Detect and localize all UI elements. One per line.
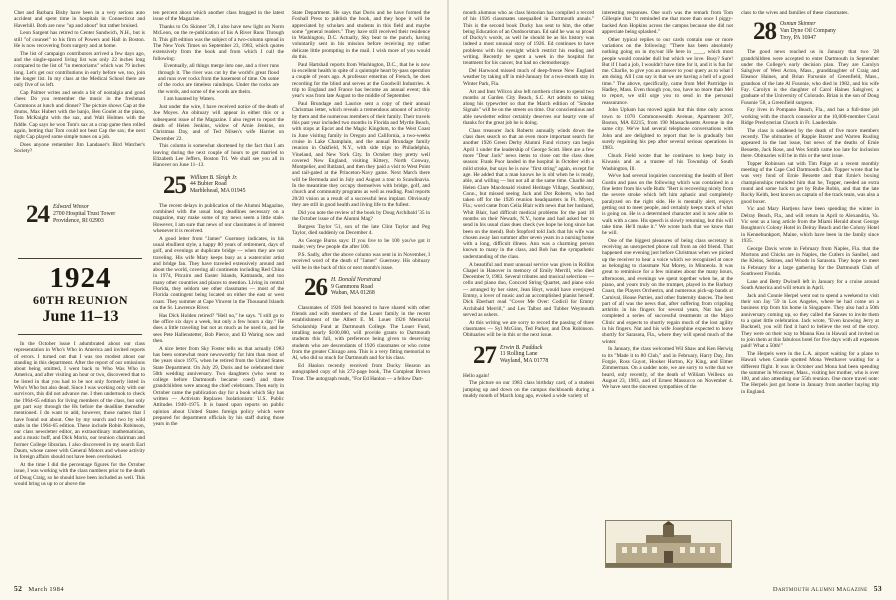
paragraph: In January, the class welcomed Wil Shaw and Ken Herwig to its "Made it to 80 Club," and in February, Harry Day, Jim Forgie, Ross Guyot, Hooker Horton, Ky King, and Elmer Zimmerman. On a sadder note, we are sorry to write that we heard, only recently, of the death of William Veilleux on August 23, 1983, and of Ernest Massucco on November 4. We have sent the sincerest sympathies of the [602,346,733,391]
paragraph: Hello again! [463,372,490,379]
paragraph: State Department. He says that Doris and he have formed the Foxhall Press to publish the book, and they hope it will be appreciated by scholars and students in this field and maybe some "general readers." They have still received their residence in Washington, D.C. Actually, Sky beat to the punch, having voluntarily sent in his mission before receiving my rather delicate little prompting in the mail. I wish more of you would do this. [292,10,430,61]
class-number: 26 [304,273,327,301]
paragraph: Chuck Field wrote that he continues to keep busy in Kiwanis and as a trustee of his Township of South Washington, Ill. [602,153,733,172]
class-header-1925 [163,171,284,199]
quote: I am haunted by Waters. [164,96,216,103]
paragraph: Did you note the review of the book by Doug Archibald '35 in the October issue of the Alumni Mag? [292,209,430,222]
paragraph: The class is saddened by the death of five more members recently. The obituaries of Rappie Baxter and Warren Rusling appeared in the last issue, but news of the deaths of Ernie Bessette, Jack Rose, and Wes Smith came too late for inclusion there. Obituaries will be in this or the next issue. [741,127,879,160]
paragraph: Classmates of 1926 feel honored to have shared with other friends and with members of the Louer family in the recent establishment of the Albert E. M. Louer 1926 Memorial Scholarship Fund at Dartmouth College. The Louer Fund, totalling nearly $100,000, will provide grants to Dartmouth students this fall, with preference being given to deserving students who are descendants of 1926 classmates or who come from the greater Chicago area. This is a very fitting memorial to Al, who did so much for Dartmouth and for his class. [292,304,430,362]
class-number: 28 [753,18,776,46]
left-page [0,0,447,600]
left-column-1-lower [14,341,145,489]
right-column-3 [741,10,879,397]
class-number: 24 [26,201,49,228]
paragraph: A beautiful and most unusual service was given in Rollins Chapel in Hanover in memory of Emily Merrill, who died December 9, 1983. Several tributes and musical selections — cello and piano duo, Concord String Quartet, and piano solo — arranged by her sister, Jean Hoyt, would have overjoyed Emmy, a lover of music and an accomplished pianist herself. Dick Eberhart read "Cover Me Over: Codicil for Emmy Archibald Merrill," and Les Talbot and Tubber Weymouth served as ushers. [463,261,594,318]
paragraph: The good news reached us in January that two '28 grandchildren were accepted to enter Dartmouth in September under the College's early decision plan. They are Carolyn Salsgiver of West Acton, Mass., granddaughter of Craig and Eleanor Haines, and Brian Fursonie of Greenfield, Mass., grandson of the late Al Fusonie, who died in 1982, and his wife Fay. Carolyn is the daughter of Carol Haines Salsgiver, a graduate of the University of Colorado. Brian is the son of Doug Fusonie '58, a Greenfield surgeon. [741,49,879,106]
paragraph: This column is somewhat shortened by the fact that I am leaving during the next couple of hours to get married to Elizabeth Lee Jeffers, Boston Tri. We shall see you all in Hanover on June 11–13. [153,143,284,169]
paragraph: As George Burns says: If you live to be 100 you've got it made; very few people die after 100. [292,237,430,251]
class-header-1928 [753,18,879,46]
page-number: 52 [14,584,23,593]
paragraph: Paul Brundage and Laurice sent a copy of their annual Christmas letter, which reveals a tremendous amount of activity by them and the numerous members of their family. Their travels this past year included two months in Florida and Myrtle Beach, with stops at Epcot and the Magic Kingdom, to the West Coast in June visiting family in Oregon and California, a two-weeks cruise in Lake Champlain, and the annual Brundage family reunion in Oakfield, N.Y., with side trips to Philadelphia, Vineland, and New York City. In October they pretty well covered New England, visiting Kittery, North Conway, Montpelier, and Rutland, and then they paid a visit to West Point and tail-gated at the Princeton-Navy game. Next March there will be Bermuda and in July and August a tour to Scandinavia. In the meantime they occupy themselves with bridge, golf, and church and community programs as well as reading. Paul reports 20/20 vision as a result of a successful lens implant. Obviously they are still in good health and living life to the fullest. [292,101,430,208]
paragraph: A good letter from "Jamer" Guernsey indicates, in his usual ebullient style, a happy 80 years of retirement, days of golf, and evenings at duplicate bridge — when they are not traveling. His wife Mary keeps busy as a watercolor artist and bridge fan. They have traveled extensively around and about the world, covering all continents including Red China in 1974, Pitcairn and Easter Islands, Katmandu, and too many other countries and places to mention. Living in central Florida, they seldom see other classmates — most of the Florida contingent being located on either the east or west coast. They summer at Cape Vincent in the Thousand Islands on the St. Lawrence River. [153,235,284,311]
paragraph: Other typical replies to our cards contain one or more variations on the following: "There has been absolutely nothing going on in my/our life here in ____, which most people would consider dull but which we love. Busy? Sure! But if I had a job, I wouldn't have time for it, and it is fun for me. Charlie, to give you an answer to your query as to what I am doing. All I can say is that we are having a hell of a good time." The above, specifically, came from Mel Partridge in Hadley, Mass. Even though you, too, have no more than Mel to report, we still urge you to send in the personal reassurance. [602,36,733,106]
class-header-1927 [473,341,594,369]
secretary-address-line2: Troy, PA 16947 [780,34,817,41]
secretary-name: Erwin B. Padduck [500,344,543,351]
secretary-address-line1: 11 Rolling Lane [500,351,538,358]
secretary-address-line2: Wayland, MA 01778 [500,358,549,365]
class-number: 25 [163,171,186,199]
secretary-address-line1: 9 Gammons Road [331,283,373,290]
paragraph: Topper Robinson sat with Tim Paige at a recent monthly meeting of the Cape Cod Dartmouth Club. Topper wrote that he was very fond of Ernie Bessette and that Ernie's boxing championships reminded him that he, Topper, needed an extra round and some luck to get by Rube Robin, and that the late Rocky Keith, best known as captain of the track team, was also a good boxer. [741,160,879,205]
paragraph: Del Harwood missed much of deep-freeze New England weather by taking off in mid-January for a two-month stay in Winter Park, Fla. [463,68,594,87]
paragraph: Jack and Connie Herpel went out to spend a weekend to visit their son Jay '59 in Los Angeles, where he had come on a business trip from his home in Singapore. They also had a 50th anniversary coming up, so they called the Sanses to invite them to a quiet little celebration. Jack wrote, "Even knowing Jerry at Bucknell, you will find it hard to believe the rest of the story. They were on their way to Mauna Kea in Hawaii and invited us to join them at this fabulous hotel for five days with all expenses paid! What a 50th!" [741,292,879,350]
campus-building-illustration [605,520,732,568]
paragraph: The recent delays in publication of the Alumni Magazine, combined with the usual long deadlines necessary on a magazine, may make some of my news seem a little stale. However, I am sure that news of our classmates is of interest whenever it is received. [153,202,284,234]
paragraph: A nice letter from Sky Foster tells us that actually 1983 has been somewhat more newsworthy for him than most of the years since 1975, when he retired from the United States State Department. On July 29, Doris and he celebrated their 50th wedding anniversary. Two daughters (who went to college before Dartmouth became coed) and three grandchildren were among the chief celebrants. Then early in October came the publication day for a book which Sky has written — Activism Replaces Isolationism: U.S. Public Attitudes 1940–1975. It is based upon reports on public opinion about United States foreign policy which were prepared for department officials by his staff during those years in the [153,345,284,428]
paragraph: At this writing we are sorry to record the passing of three classmates — Syl McGinn, Ted Parker, and Don Robinson. Obituaries will be in this or the next issue. [463,319,594,339]
paragraph: One of the biggest pleasures of being class secretary is receiving an unexpected phone call from an old friend. That happened one evening just before Christmas when we picked up the receiver to hear a voice which we recognized at once as belonging to classmate Nat Morey, in Minneola. It was great to reminisce for a few minutes about the many hours, afternoons, and evenings we spent together when he, at the piano, and yours truly on the trumpet, played in the Barbary Coast, the Players Orchestra, and numerous pick-up bands at Carnival, House Parties, and other fraternity dances. The best part of all was the news that, after suffering from crippling arthritis in his fingers for several years, Nat has just completed a series of successful treatments at the Mayo Clinic and expects to shortly regain much of the lost agility in his fingers. Nat and his wife Josephine expected to leave shortly for Sarasota, Fla., where they will spend much of the winter. [602,237,733,345]
divider [18,334,142,335]
page-number: 53 [873,584,882,593]
paragraph: Fay lives in Pompano Beach, Fla., and has a full-time job working with the church counselor at the 10,000-member Coral Ridge Presbyterian Church in Ft. Lauderdale. [741,107,879,127]
reunion-dates: June 11–13 [42,308,119,325]
left-column-1 [14,10,145,156]
paragraph: Just under the wire, I have received notice of the death of Joe Moyes. An obituary will appear in either this or a subsequent issue of the Magazine. I also regret to report the death of Helen Jenkins, widow of Arnie Jenkins, on Christmas Day, and of Ted Nilsen's wife Harriet on December 22. [153,104,284,142]
left-column-3 [292,10,430,383]
class-header-1924 [26,201,116,228]
paragraph: Cap Palmer writes and sends a bit of nostalgia and good cheer. Do you remember the music in the freshman Commons at lunch and dinner? The picture shows Cap at the drums, Max Hubert with the banjo, Ben Goulet at the piano, Tom McKnight with the sax, and Walt Holmes with the fiddle. Cap says he won Tom's sax at a crap game then rolled again, betting that Tom could not beat Cap the sax; the next night Cap played some simple tunes on a job. [14,90,145,141]
paragraph: Lane and Betty Dwinell left in January for a cruise around South America and will return in April. [741,278,879,291]
paragraph: Does anyone remember Jim Landauer's Bird Watcher's Society? [14,141,145,155]
divider [18,258,142,259]
secretary-address-line2: Providence, RI 02903 [53,217,104,224]
paragraph: Leon Sargent has retired to Center Sandwich, N.H., but is still "of counsel" to his firm of Powers and Hall in Boston. He is now recovering from surgery and at home. [14,30,145,49]
paragraph: George Davis wrote in February from Naples, Fla. that the Mortons and Chicks are in Naples, the Cutlers in Sanibel, and the Kleins, Sebises, and Woods in Sarasota. They hope to meet in February for a large gathering for the Dartmouth Club of Southwest Florida. [741,245,879,277]
secretary-name: William B. Sleigh Jr. [190,174,238,181]
reunion-year: 1924 [49,262,112,294]
paragraph: mouth alumnus who as class historian has compiled a record of his 1926 classmates unequalled in Dartmouth annals." This is the second book Ducky has sent to him, the other being Education of an Outdoorsman. Ed said he was so proud of Ducky's words, as well he should be as his history was indeed a most unusual story of 1926. Ed continues to have problems with his eyesight which restrict his reading and writing. Recently he spent a week in the hospital for treatment for his cancer, but had no chemotherapy. [463,10,594,67]
secretary-address-line1: Van Dyne Oil Company [780,28,836,35]
class-number: 27 [473,341,496,369]
paragraph: Class treasurer Jack Roberts annually winds down the class dues search so that an even more important search for another 1926 Green Derby Alumni Fund victory can begin April 1 under the leadership of George Scott. Here are a few more "Dear Jack" news items to close out the class dues season: Frank Poor landed in the hospital in October with a mild stroke, but says he is now "first string" again, except for age. He added that a man knows he is old when he is ready, able, and willing — but not all at the same time. Charlie and Helen Clare Macdonald visited Heritage Village, Southbury, Conn., but missed seeing Jack and Dot Roberts, who had taken off for the 1926 reunion headquarters in Ft. Myers, Fla.; word came from Celia Blair with news that her husband, Whit Blair, had difficult medical problems for the past 18 months on their Newark, N.Y., home and had asked her to send in his usual class dues check (we hope he long since has been on the mend). Bob Stopford told Jack that his wife was chosen away last summer after seven years in a nursing home with a long, difficult illness. Ann was a charming person known to many in the class, and Bob has the sympathetic understanding of the class. [463,127,594,260]
paragraph: interesting responses. One such was the remark from Tom Gillespie that "it reminded me that more than once I piggy-backed Ann Hopkins across the campus because she did not appreciate being splashed." [602,10,733,35]
paragraph: Ed Hanlon recently received from Ducky Hearon an autographed copy of his 272-page book, The Compleat Brown Trout. The autograph reads, "For Ed Hanlon — a fellow Dart- [292,363,430,382]
right-column-1 [463,10,594,401]
magazine-name: Dartmouth Alumni Magazine [772,586,868,593]
secretary-address-line2: Marblehead, MA 01945 [190,188,246,195]
right-page [449,0,896,600]
paragraph: John Upham has moved again but this time only across town to 1070 Commonwealth Avenue, Apartment 207, Boston, MA 02215, from 190 Massachusetts Avenue in the same city. We've had several telephone conversations with John and are delighted to report that he is gradually but surely regaining his pep after several serious operations in 1983. [602,107,733,152]
paragraph: The picture on our 1983 class birthday card, of a student jumping up and down on the campus duckboards during a muddy month of March long ago, evoked a wide variety of [463,380,594,400]
paragraph: We've had several inquiries concerning the health of Bert Gustin and pass on the following which was contained in a fine letter from his wife Ruth: "Bert is recovering nicely from the severe stroke which left him aphasic and completely paralyzed on the right side. He is mentally alert, enjoys getting out to meet people, and certainly keeps track of what is going on. He is a determined character and is now able to walk with a cane. His speech is slowly returning, but this will take time. He'll make it." We wrote back that we know that he will. [602,173,733,237]
issue-date: March 1984 [28,586,64,593]
paragraph: ten percent about which another class bragged in the latest issue of the Magazine. [153,10,284,23]
paragraph: The list of campaign contributors arrived a few days ago, and the single-spaced living list was only 22 inches long compared to the list of "in memoriams" which was 79 inches long. Let's get our contributions in early before we, too, join the longer list. In my class at the Medical School there are only five of us left. [14,50,145,89]
paragraph: class to the wives and families of these classmates. [741,10,849,16]
left-footer [14,584,64,593]
quote: Eventually, all things merge into one, and a river runs through it. The river was cut by the world's great flood and runs over rocks from the basement of time. On some of the rocks are timeless raindrops. Under the rocks are the words, and some of the words are theirs. [158,63,279,95]
paragraph: Burgess Taylor '51, son of the late Clint Taylor and Peg Taylor, died suddenly on December 4. [292,223,430,237]
paragraph: At the time I did the percentage figures for the October issue, I was working with the class numbers prior to the death of Doug Craig, so he should have been included as well. This would bring us up to or above the [14,462,145,488]
secretary-address-line1: 44 Bubier Road [190,181,227,188]
paragraph: Art and Inez Wilcox also left northern climes to spend two months at Garden City Beach, S.C. Art admits to taking along his typewriter so that the March edition of "Smoke Signals" will be on the streets on time. Our conscientious and able newsletter editor certainly deserves our hearty vote of thanks for the great job he is doing. [463,88,594,127]
paragraph: Paul Hartshall reports from Washington, D.C., that he is now in excellent health in spite of a quintuple heart by-pass operation a couple of years ago. A professor emeritus of French, he does recording for the blind and serves at the Goodwill Industries. A trip to England and France has become an annual event; this year's was from late August to the middle of September. [292,61,430,100]
paragraph: P.S. Sadly, after the above column was sent in in November, I received word of the death of "Jamer" Guernsey. His obituary will be in the back of this or next month's issue. [292,251,430,271]
right-footer [773,584,882,593]
class-header-1926 [304,273,430,301]
secretary-name: Osmun Skinner [780,21,816,28]
paragraph: The Herpels were in the L.A. airport waiting for a plane to Hawaii when Connie spotted Mona Westhaver waiting for a different flight. It was in October and Mona had been spending the summer in Worcester, Mass., visiting her mother, who is over 100, and also attending our 55th reunion. One more travel note: The Herpels just got home in January from another buying trip in England. [741,350,879,395]
right-column-2 [602,10,733,392]
paragraph: Has Dick Holden retired? "Hell no," he says. "I still go to the office six days a week, but only a few hours a day." He does a little traveling but not as much as he used to, and he sees Pete Hallenstetter, Bob Pierce, and El Waring now and then. [153,312,284,344]
paragraph: Vic and Mary Hartjens have been spending the winter in Delray Beach, Fla., and will return in April to Alexandria, Va. Vic sent us a long article from the Miami Herald about George Boughton's Colony Hotel in Delray Beach and the Colony Hotel in Kennebunkport, Maine, which have been in the family since 1935. [741,206,879,244]
left-column-2 [153,10,284,429]
paragraph: Thanks to Ox Skinner '28, I also have new light on Norm McLeon, on the re-publication of his A River Runs Through It. This gift edition was the subject of a two-column spread in The New York Times on September 23, 1983, which quotes extensively from the book and from which I cull the following: [153,24,284,62]
secretary-name: H. Donald Norstrand [331,276,381,283]
paragraph: In the October issue I adumbrated about our class representation in Who's Who in America and invited reports of errors. I turned out that I was too modest about our standing in this department. After the report of our omissions about being omitted, I went back to Who Was Who in America, and after visiting an hour or two, discovered that to be listed in that you had to be not only formerly listed in Who's Who but also dead. Since I was working only with our survivors, this did not advance me. I then undertook to check the 1964-65 edition for living members of the class, but only got part way through the Hs before the deadline thereafter mentioned. I do want to add, however, those names that I have found out about. One by my search and two by wild stabs in the 1964-65 edition. These include Robin Robinson, our class newsletter editor, an extraordinary mathematician, and a music buff, and Dick Morin, our reunion chairman and former College librarian. I also discovered in my search Earl Daum, whose career with General Motors and whose activity in foreign affairs should not have been overlooked. [14,341,145,461]
reunion-banner [14,264,147,326]
paragraph: Chet and Barbara Bisby have been in a very serious auto accident and spent time in hospitals in Connecticut and Haverhill. Both are now "up and about" but rather bruised. [14,10,145,29]
secretary-address-line2: Waban, MA 01268 [331,290,375,297]
reunion-title: 60TH REUNION [32,293,128,307]
secretary-address-line1: 2700 Hospital Trust Tower [53,210,116,217]
secretary-name: Edward Winsor [53,204,90,210]
